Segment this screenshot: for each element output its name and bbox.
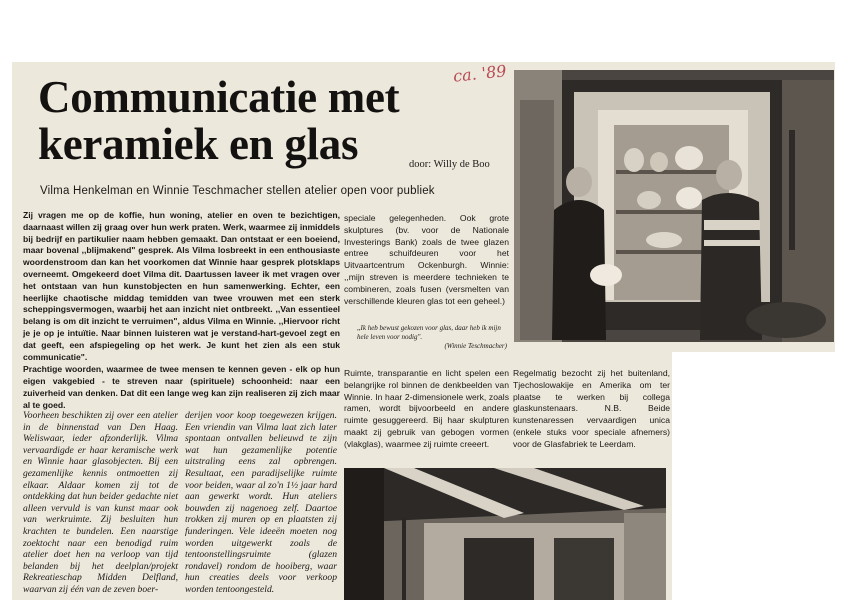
article-headline: Communicatie met keramiek en glas bbox=[38, 72, 400, 169]
clipping-cutout bbox=[672, 352, 849, 600]
handwritten-date-note: ca. '89 bbox=[452, 61, 508, 86]
photo-atelier-interior bbox=[344, 468, 666, 600]
text-column-right-top bbox=[344, 213, 509, 309]
photo-artists-at-kiln bbox=[514, 70, 834, 342]
quote-text: ,,Ik heb bewust gekozen voor glas, daar heb ik mijn hele leven voor nodig". bbox=[357, 324, 501, 341]
article-intro bbox=[23, 210, 340, 413]
column-text: speciale gelegenheden. Ook grote skulptures (bv. voor de Nationale Investerings Bank) zoals de twee glazen entree schuifdeuren voor het Uitvaartcentrum Ockenburgh. Winnie: ,,mijn streven is meerdere technieken te combineren, zoals fusen (versmelten van verschillende kleuren glas tot een geheel.) bbox=[344, 213, 509, 306]
text-column-3 bbox=[344, 368, 509, 453]
column-text: Regelmatig bezocht zij het buitenland, Tjechoslowakije en Amerika om ter plaatse te werken bij collega glaskunstenaars. N.B. Beide kunstenaressen vervaardigen unica (enkele stuks voor speciale afnemers) voor de Glasfabriek te Leerdam. bbox=[513, 368, 670, 449]
column-text: derijen voor koop toegewezen krijgen. Een vriendin van Vilma laat zich later spontaan ontvallen belieuwd te zijn wat hun gezamenlijke potentie uitstraling eens zal opbrengen. Resultaat, een paradijselijke ruimte voor beiden, waar al zo'n 1½ jaar hard aan gewerkt wordt. Hun ateliers bouwden zij nagenoeg zelf. Daartoe trokken zij muren op en plaatsten zij funderingen. Vele ideeën moeten nog worden uitgewerkt zoals de tentoonstellingsruimte (glazen rondavel) rondom de hooiberg, waar hun creaties deels voor verkoop worden tentoongesteld. bbox=[185, 410, 337, 595]
column-text: Voorheen beschikten zij over een atelier in de binnenstad van Den Haag. Weliswaar, ieder afzonderlijk. Vilma vervaardigde er haar keramische werk en Winnie haar glasobjecten. Bij een gezamenlijke kennis ontmoetten zij elkaar. Aldaar komen zij tot de ontdekking dat hun beider gedachte niet alleen vervuld is van kunst maar ook van werkruimte. Zij besluiten hun krachten te bundelen. Een naarstige zoektocht naar een benodigd ruim atelier doet hen na verloop van tijd belanden bij het deelplan/projekt Rekreatieschap Midden Delfland, waarvan zij één van de zeven boer- bbox=[23, 410, 178, 595]
column-text: Ruimte, transparantie en licht spelen een belangrijke rol binnen de denkbeelden van Winnie. In haar 2-dimensionele werk, zoals ramen, wordt bijvoorbeeld en andere ruimte gesuggereerd. Bij haar skulpturen maakt zij gebruik van gebogen vormen (vlakglas), waarmee zij ruimte creeert. bbox=[344, 368, 509, 449]
quote-attribution: (Winnie Teschmacher) bbox=[444, 342, 507, 350]
intro-paragraph: Prachtige woorden, waarmee de twee mensen te kennen geven - elk op hun eigen vakgebied - te streven naar (spirituele) schoonheid: naar een zuiverheid van denken. Dat dit een lange weg kan zijn realiseren zij zich maar al te goed. bbox=[23, 364, 340, 410]
text-column-1 bbox=[23, 410, 178, 598]
article-byline: door: Willy de Boo bbox=[409, 159, 490, 170]
intro-paragraph: Zij vragen me op de koffie, hun woning, atelier en oven te bezichtigen, daarnaast willen zij graag over hun werk praten. Werk, waarmee zij inmiddels bij bedrijf en partikulier naam hebben gemaakt. Dan ontstaat er een boeiend, maar bovenal ,,blijmakend" gesprek. Als Vilma losbreekt in een enthousiaste woordenstroom dan kan het voorkomen dat Winnie haar gesprek plotsklaps overneemt. Omgekeerd doet Vilma dit. Daartussen laveer ik met vragen over het ontstaan van hun kunstobjecten en hun samenwerking. Echter, een heerlijke chaotische middag temidden van twee vrouwen met een sterk scheppingsvermogen, waarbij het aan inzicht niet ontbreekt. ,,Van essentieel belang is om dit inzicht te verruimen", aldus Vilma en Winnie. ,,Hiervoor richt je je op je intuïtie. Naar binnen luisteren wat je verstand-hart-gevoel zegt en dat geeft, een afspiegeling op het werk. Je kunt het zien als een stuk communicatie". bbox=[23, 210, 340, 362]
text-column-2 bbox=[185, 410, 337, 598]
article-subheadline: Vilma Henkelman en Winnie Teschmacher stellen atelier open voor publiek bbox=[40, 185, 435, 197]
pull-quote bbox=[357, 324, 507, 351]
text-column-4 bbox=[513, 368, 670, 453]
